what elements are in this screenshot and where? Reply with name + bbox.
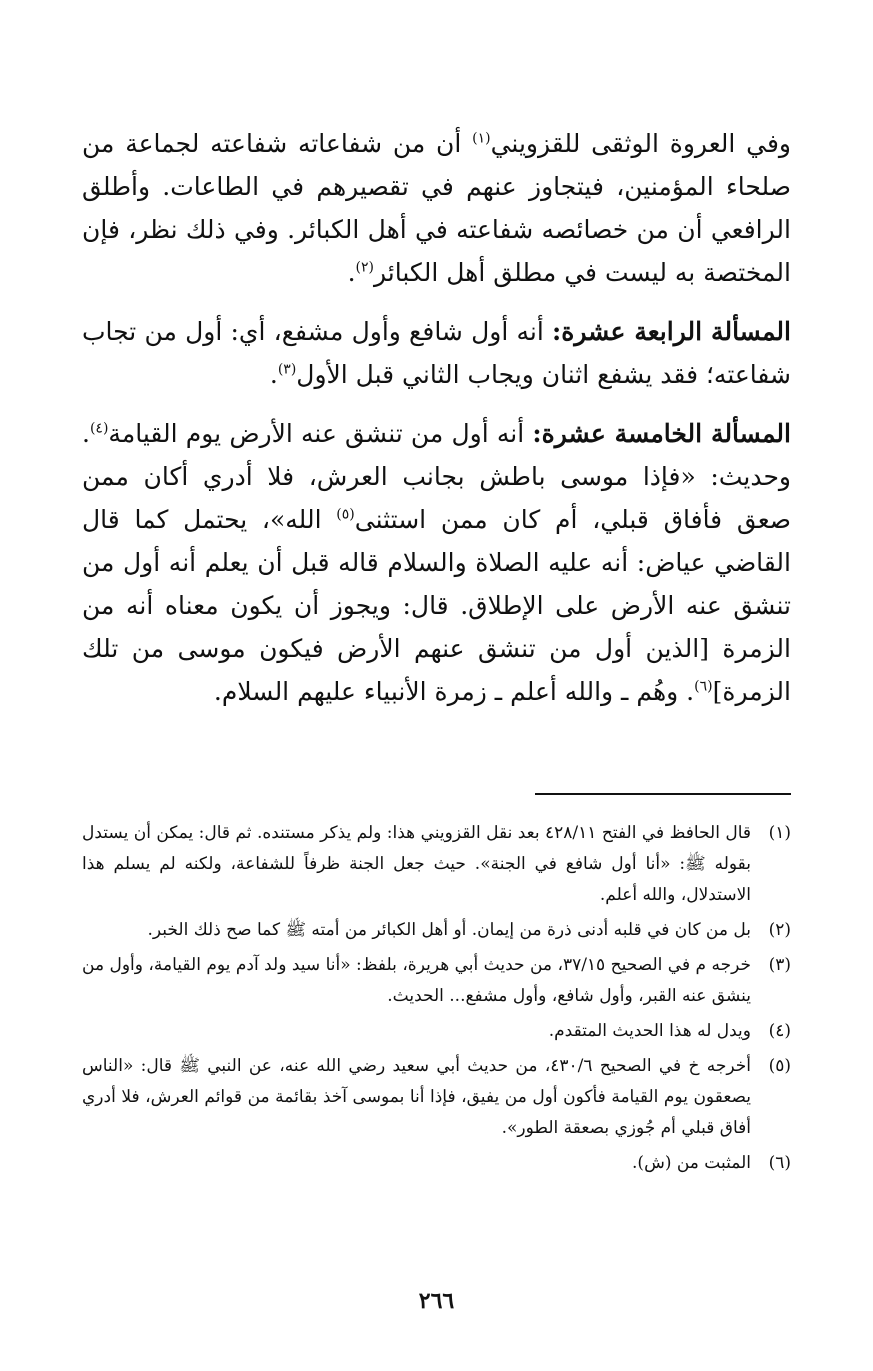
p3-text4: . وهُم ـ والله أعلم ـ زمرة الأنبياء عليهم السلام. [213,677,695,706]
footnote-6 [82,1148,791,1179]
p1-text2: أن من شفاعاته شفاعته لجماعة من صلحاء المؤمنين، فيتجاوز عنهم في تقصيرهم في الطاعات. وأطلق الرافعي أن من خصائصه شفاعته في أهل الكبائر. وفي ذلك نظر، فإن المختصة به ليست في مطلق أهل الكبائر [82,129,791,287]
footnote-text: أخرجه خ في الصحيح ٤٣٠/٦، من حديث أبي سعيد رضي الله عنه، عن النبي ﷺ قال: «الناس يصعقون يوم القيامة فأكون أول من يفيق، فإذا أنا بموسى آخذ بقائمة من قوائم العرش، فلا أدري أفاق قبلي أم جُوزي بصعقة الطور». [82,1056,751,1138]
footnote-1 [82,818,791,911]
footnote-number: (١) [768,823,791,843]
footnote-number: (٦) [768,1153,791,1173]
footnote-4 [82,1016,791,1047]
footnote-ref-4[interactable]: (٤) [89,420,109,437]
p1-end: . [347,258,356,287]
footnote-ref-1[interactable]: (١) [472,130,491,147]
footnote-number: (٥) [768,1056,791,1076]
p3-text3: الله»، يحتمل كما قال القاضي عياض: أنه عليه الصلاة والسلام قاله قبل أن يعلم أنه أول من تنشق عنه الأرض على الإطلاق. قال: ويجوز أن يكون معناه أنه من الزمرة [الذين أول من تنشق عنهم الأرض فيكون موسى من تلك الزمرة] [82,505,791,706]
footnote-divider [535,793,791,795]
footnote-text: خرجه م في الصحيح ٣٧/١٥، من حديث أبي هريرة، بلفظ: «أنا سيد ولد آدم يوم القيامة، وأول من ينشق عنه القبر، وأول شافع، وأول مشفع... الحديث. [82,955,752,1006]
paragraph-3 [82,412,791,713]
section-heading-14: المسألة الرابعة عشرة: [552,317,791,346]
paragraph-1 [82,122,791,294]
section-heading-15: المسألة الخامسة عشرة: [532,419,791,448]
p2-end: . [269,360,278,389]
footnote-text: ويدل له هذا الحديث المتقدم. [548,1021,751,1041]
main-text [82,122,791,729]
footnote-2 [82,915,791,946]
footnote-ref-5[interactable]: (٥) [336,506,355,523]
footnote-text: قال الحافظ في الفتح ٤٢٨/١١ بعد نقل القزويني هذا: ولم يذكر مستنده. ثم قال: يمكن أن يستدل بقوله ﷺ: «أنا أول شافع في الجنة». حيث جعل الجنة ظرفاً للشفاعة، ولكنه لم يسلم هذا الاستدلال، والله أعلم. [82,823,751,905]
footnote-ref-2[interactable]: (٢) [355,259,374,276]
footnote-text: بل من كان في قلبه أدنى ذرة من إيمان. أو أهل الكبائر من أمته ﷺ كما صح ذلك الخبر. [147,920,751,940]
paragraph-2 [82,310,791,396]
footnote-5 [82,1051,791,1144]
footnote-text: المثبت من (ش). [632,1153,751,1173]
p1-text: وفي العروة الوثقى للقزويني [490,129,791,158]
footnote-number: (٣) [768,955,791,975]
p3-text2: . وحديث: «فإذا موسى باطش بجانب العرش، فلا أدري أكان ممن صعق فأفاق قبلي، أم كان ممن استثنى [82,419,792,534]
page-number: ٢٦٦ [418,1288,455,1314]
footnote-ref-6[interactable]: (٦) [694,678,713,695]
footnote-ref-3[interactable]: (٣) [277,361,297,378]
p2-text: أنه أول شافع وأول مشفع، أي: أول من تجاب شفاعته؛ فقد يشفع اثنان ويجاب الثاني قبل الأول [82,317,791,389]
footnote-number: (٤) [768,1021,791,1041]
footnote-number: (٢) [768,920,791,940]
footnote-3 [82,950,791,1012]
p3-text: أنه أول من تنشق عنه الأرض يوم القيامة [108,419,533,448]
footnotes [82,818,791,1183]
